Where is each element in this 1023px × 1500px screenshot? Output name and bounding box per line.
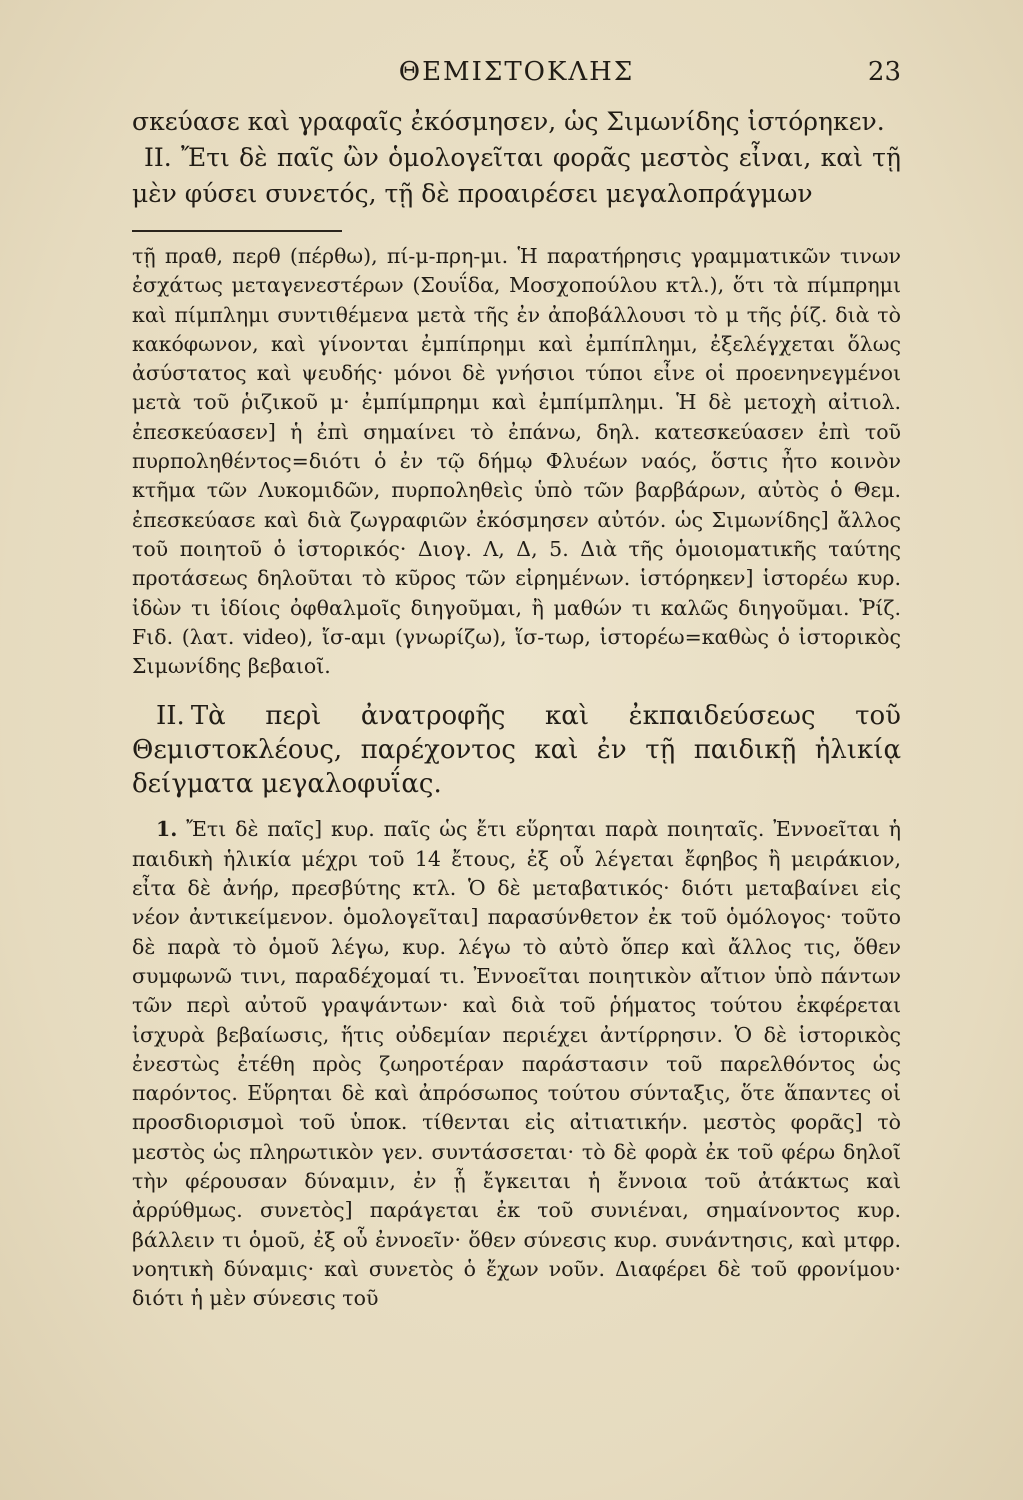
section-title: Τὰ περὶ ἀνατροφῆς καὶ ἐκπαιδεύσεως τοῦ Θεμιστοκλέους, παρέχοντος καὶ ἐν τῇ παιδικῇ ἡλικίᾳ δείγματα μεγαλοφυΐας. — [132, 701, 901, 800]
main-paragraph-2: ΙΙ. Ἔτι δὲ παῖς ὢν ὁμολογεῖται φορᾶς μεστὸς εἶναι, καὶ τῇ μὲν φύσει συνετός, τῇ δὲ προαιρέσει μεγαλοπράγμων — [132, 143, 901, 208]
page-number: 23 — [867, 57, 901, 87]
main-line-1: σκεύασε καὶ γραφαῖς ἐκόσμησεν, ὡς Σιμωνίδης ἱστόρηκεν. — [132, 107, 885, 136]
running-title: ΘΕΜΙΣΤΟΚΛΗΣ — [398, 57, 635, 87]
commentary-paragraph — [132, 815, 901, 1313]
section-heading — [132, 699, 901, 801]
commentary-text: Ἔτι δὲ παῖς] κυρ. παῖς ὡς ἔτι εὕρηται παρὰ ποιηταῖς. Ἐννοεῖται ἡ παιδικὴ ἡλικία μέχρι τοῦ 14 ἔτους, ἐξ οὗ λέγεται ἔφηβος ἢ μειράκιον, εἶτα δὲ ἀνήρ, πρεσβύτης κτλ. Ὁ δὲ μεταβατικός· διότι μεταβαίνει εἰς νέον ἀντικείμενον. ὁμολογεῖται] παρασύνθετον ἐκ τοῦ ὁμόλογος· τοῦτο δὲ παρὰ τὸ ὁμοῦ λέγω, κυρ. λέγω τὸ αὐτὸ ὅπερ καὶ ἄλλος τις, ὅθεν συμφωνῶ τινι, παραδέχομαί τι. Ἐννοεῖται ποιητικὸν αἴτιον ὑπὸ πάντων τῶν περὶ αὐτοῦ γραψάντων· καὶ διὰ τοῦ ῥήματος τούτου ἐκφέρεται ἰσχυρὰ βεβαίωσις, ἥτις οὐδεμίαν περιέχει ἀντίρρησιν. Ὁ δὲ ἱστορικὸς ἐνεστὼς ἐτέθη πρὸς ζωηροτέραν παράστασιν τοῦ παρελθόντος ὡς παρόντος. Εὕρηται δὲ καὶ ἀπρόσωπος τούτου σύνταξις, ὅτε ἅπαντες οἱ προσδιορισμοὶ τοῦ ὑποκ. τίθενται εἰς αἰτιατικήν. μεστὸς φορᾶς] τὸ μεστὸς ὡς πληρωτικὸν γεν. συντάσσεται· τὸ δὲ φορὰ ἐκ τοῦ φέρω δηλοῖ τὴν φέρουσαν δύναμιν, ἐν ᾗ ἔγκειται ἡ ἔννοια τοῦ ἀτάκτως καὶ ἀρρύθμως. συνετὸς] παράγεται ἐκ τοῦ συνιέναι, σημαίνοντος κυρ. βάλλειν τι ὁμοῦ, ἐξ οὗ ἐννοεῖν· ὅθεν σύνεσις κυρ. συνάντησις, καὶ μτφρ. νοητικὴ δύναμις· καὶ συνετὸς ὁ ἔχων νοῦν. Διαφέρει δὲ τοῦ φρονίμου· διότι ἡ μὲν σύνεσις τοῦ — [132, 817, 901, 1311]
page-header — [132, 52, 901, 104]
main-text — [132, 104, 901, 212]
commentary-block — [132, 815, 901, 1313]
footnotes-block — [132, 242, 901, 681]
commentary-number: 1. — [156, 817, 178, 842]
footnote-rule — [132, 230, 342, 232]
section-numeral: ΙΙ. — [156, 701, 185, 732]
footnote-text: τῇ πραθ, περθ (πέρθω), πί-μ-πρη-μι. Ἡ παρατήρησις γραμματικῶν τινων ἐσχάτως μεταγενεστέρων (Σουΐδα, Μοσχοπούλου κτλ.), ὅτι τὰ πίμπρημι καὶ πίμπλημι συντιθέμενα μετὰ τῆς ἐν ἀποβάλλουσι τὸ μ τῆς ῥίζ. διὰ τὸ κακόφωνον, καὶ γίνονται ἐμπίπρημι καὶ ἐμπίπλημι, ἐξελέγχεται ὅλως ἀσύστατος καὶ ψευδής· μόνοι δὲ γνήσιοι τύποι εἶνε οἱ προενηνεγμένοι μετὰ τοῦ ῥιζικοῦ μ· ἐμπίμπρημι καὶ ἐμπίμπλημι. Ἡ δὲ μετοχὴ αἰτιολ. ἐπεσκεύασεν] ἡ ἐπὶ σημαίνει τὸ ἐπάνω, δηλ. κατεσκεύασεν ἐπὶ τοῦ πυρποληθέντος=διότι ὁ ἐν τῷ δήμῳ Φλυέων ναός, ὅστις ἦτο κοινὸν κτῆμα τῶν Λυκομιδῶν, πυρποληθεὶς ὑπὸ τῶν βαρβάρων, αὐτὸς ὁ Θεμ. ἐπεσκεύασε καὶ διὰ ζωγραφιῶν ἐκόσμησεν αὐτόν. ὡς Σιμωνίδης] ἄλλος τοῦ ποιητοῦ ὁ ἱστορικός· Διογ. Λ, Δ, 5. Διὰ τῆς ὁμοιοματικῆς ταύτης προτάσεως δηλοῦται τὸ κῦρος τῶν εἰρημένων. ἱστόρηκεν] ἱστορέω κυρ. ἰδὼν τι ἰδίοις ὀφθαλμοῖς διηγοῦμαι, ἢ μαθών τι καλῶς διηγοῦμαι. Ῥίζ. Fιδ. (λατ. video), ἴσ-αμι (γνωρίζω), ἵσ-τωρ, ἱστορέω=καθὼς ὁ ἱστορικὸς Σιμωνίδης βεβαιοῖ. — [132, 244, 901, 679]
